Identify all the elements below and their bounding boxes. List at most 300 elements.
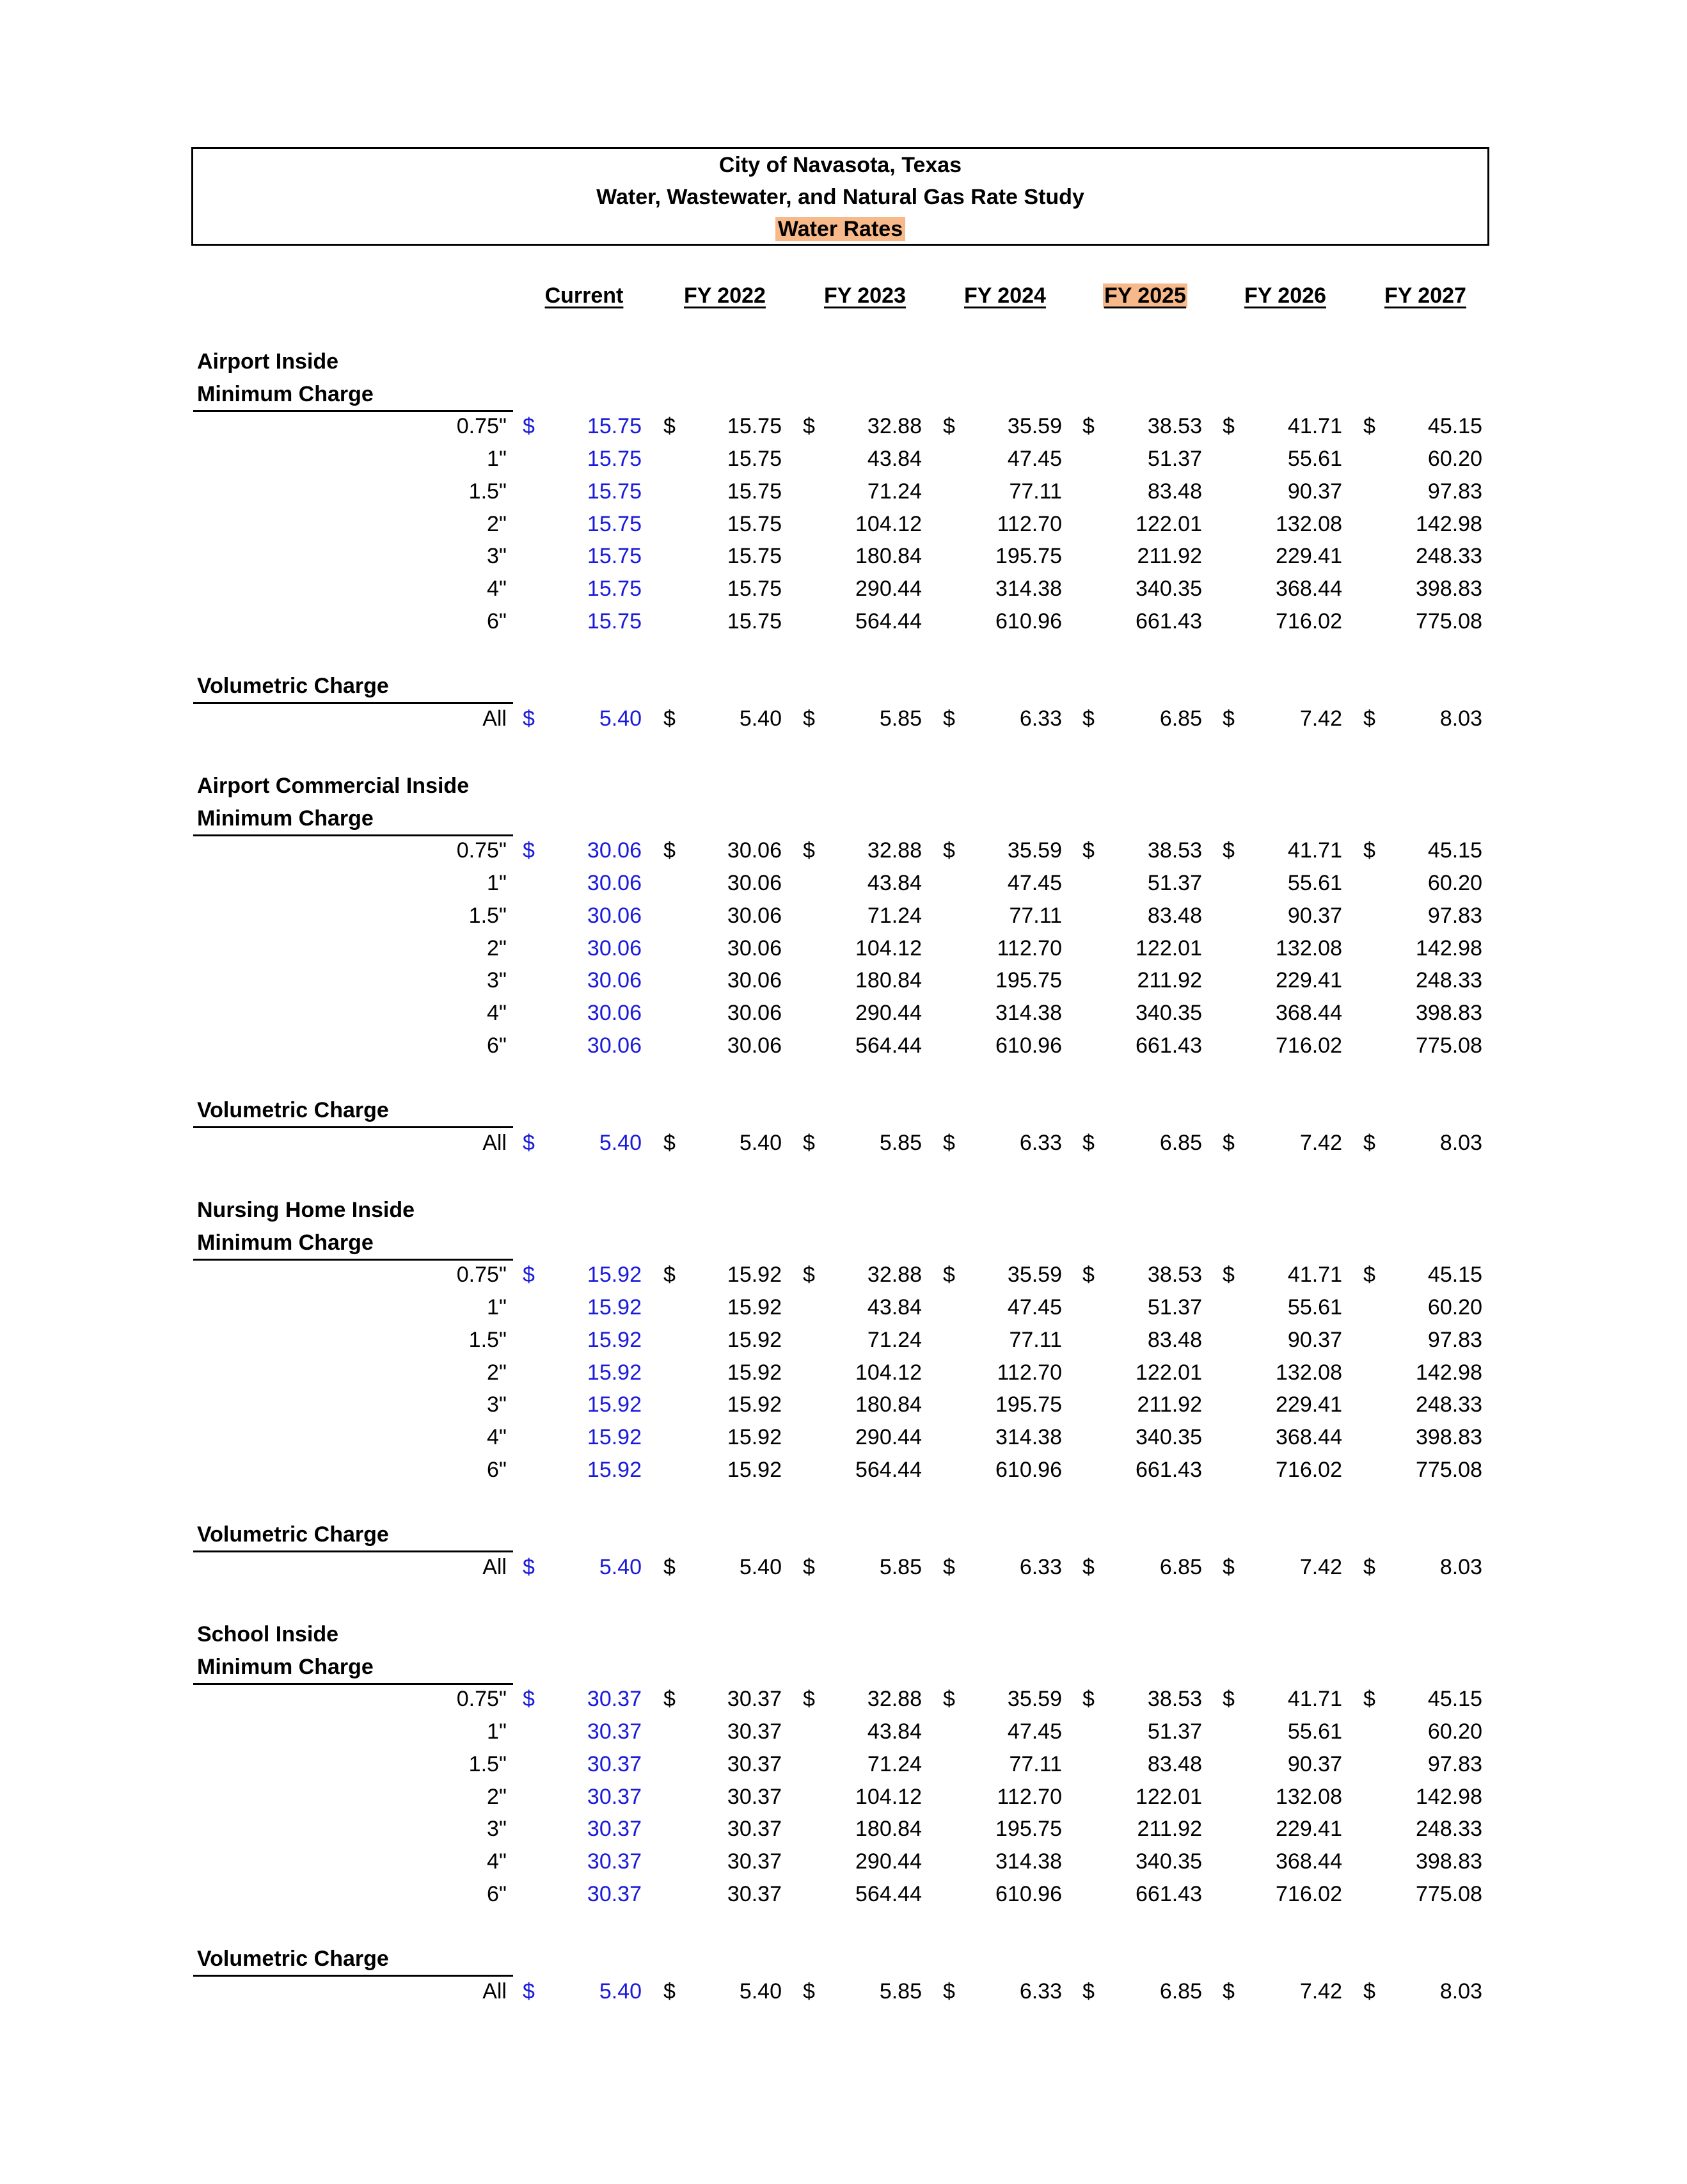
currency-symbol: $: [1363, 706, 1375, 731]
rate-value-fy-2024: 77.11: [1009, 1327, 1062, 1352]
currency-symbol: $: [663, 838, 676, 863]
rate-value-fy-2022: 15.75: [727, 609, 782, 634]
rate-value-fy-2025: 211.92: [1137, 968, 1202, 993]
volumetric-charge-row: [0, 1975, 1687, 2007]
volumetric-charge-row: [0, 1127, 1687, 1159]
currency-symbol: $: [1082, 1687, 1095, 1712]
currency-symbol: $: [1082, 1263, 1095, 1287]
section-title: School Inside: [197, 1622, 339, 1646]
minimum-charge-row: [0, 1389, 1687, 1421]
rate-value-fy-2025: 6.85: [1159, 1130, 1202, 1155]
rate-value-fy-2022: 15.75: [727, 576, 782, 601]
rate-value-fy-2024: 77.11: [1009, 903, 1062, 928]
minimum-charge-row: [0, 1421, 1687, 1453]
rate-value-fy-2026: 55.61: [1287, 1295, 1342, 1320]
rate-value-fy-2025: 122.01: [1136, 1360, 1202, 1385]
minimum-charge-row: [0, 605, 1687, 637]
currency-symbol: $: [523, 1554, 535, 1579]
rate-value-fy-2024: 610.96: [995, 609, 1062, 634]
rate-value-fy-2027: 398.83: [1416, 1424, 1482, 1449]
currency-symbol: $: [943, 1687, 955, 1712]
rate-value-fy-2023: 104.12: [855, 511, 922, 536]
meter-size: 0.75": [456, 1687, 507, 1712]
currency-symbol: $: [1363, 414, 1375, 439]
currency-symbol: $: [943, 1130, 955, 1155]
currency-symbol: $: [1363, 1263, 1375, 1287]
meter-size: 0.75": [456, 414, 507, 439]
rate-value-fy-2023: 180.84: [855, 1817, 922, 1842]
rate-value-fy-2026: 7.42: [1299, 1554, 1342, 1579]
section-title: Airport Commercial Inside: [197, 774, 470, 798]
rate-value-fy-2022: 30.06: [727, 1000, 782, 1025]
rate-value-fy-2024: 112.70: [997, 1360, 1062, 1385]
rate-value-fy-2024: 610.96: [995, 1033, 1062, 1058]
rate-value-fy-2026: 7.42: [1299, 706, 1342, 731]
currency-symbol: $: [663, 1130, 676, 1155]
rate-value-fy-2024: 6.33: [1019, 706, 1062, 731]
currency-symbol: $: [1223, 1554, 1235, 1579]
rate-value-fy-2024: 314.38: [995, 1424, 1062, 1449]
rate-value-fy-2023: 5.85: [879, 1130, 922, 1155]
rate-value-fy-2022: 15.75: [727, 447, 782, 472]
minimum-charge-row: [0, 1030, 1687, 1062]
rate-value-fy-2024: 314.38: [995, 1849, 1062, 1874]
meter-size: 1.5": [468, 1751, 507, 1776]
rate-value-fy-2027: 775.08: [1416, 1033, 1482, 1058]
minimum-charge-row: [0, 1324, 1687, 1356]
report-subtitle: Water Rates: [775, 217, 905, 241]
rate-value-current: 30.37: [587, 1751, 642, 1776]
minimum-charge-row: [0, 1454, 1687, 1486]
currency-symbol: $: [943, 706, 955, 731]
rate-value-current: 30.37: [587, 1719, 642, 1744]
currency-symbol: $: [1363, 1554, 1375, 1579]
rate-value-fy-2022: 5.40: [739, 1979, 782, 2004]
volumetric-charge-label: Volumetric Charge: [193, 670, 513, 704]
currency-symbol: $: [523, 1687, 535, 1712]
rate-value-fy-2025: 340.35: [1136, 1849, 1202, 1874]
meter-size: 1": [487, 1295, 507, 1320]
rate-value-fy-2027: 8.03: [1439, 1130, 1482, 1155]
rate-value-fy-2024: 35.59: [1007, 414, 1062, 439]
rate-value-fy-2023: 290.44: [855, 1849, 922, 1874]
meter-size: 6": [487, 1033, 507, 1058]
rate-value-fy-2022: 15.75: [727, 414, 782, 439]
rate-value-fy-2023: 32.88: [867, 414, 922, 439]
rate-value-current: 15.75: [587, 511, 642, 536]
currency-symbol: $: [943, 1263, 955, 1287]
meter-size: 1.5": [468, 1327, 507, 1352]
currency-symbol: $: [523, 706, 535, 731]
rate-value-fy-2022: 15.92: [727, 1392, 782, 1417]
rate-value-fy-2025: 38.53: [1147, 838, 1202, 863]
meter-size: 1.5": [468, 903, 507, 928]
rate-value-fy-2022: 30.06: [727, 903, 782, 928]
rate-value-fy-2023: 180.84: [855, 544, 922, 569]
rate-value-fy-2026: 41.71: [1287, 1263, 1342, 1287]
rate-value-current: 5.40: [599, 1130, 642, 1155]
rate-value-fy-2025: 51.37: [1147, 871, 1202, 896]
report-city: City of Navasota, Texas: [718, 153, 962, 177]
rate-value-fy-2026: 132.08: [1276, 1360, 1342, 1385]
rate-value-fy-2022: 30.37: [727, 1751, 782, 1776]
currency-symbol: $: [943, 1554, 955, 1579]
rate-value-fy-2025: 211.92: [1137, 544, 1202, 569]
rate-value-fy-2025: 340.35: [1136, 1000, 1202, 1025]
rate-value-fy-2024: 195.75: [995, 968, 1062, 993]
rate-value-fy-2023: 180.84: [855, 968, 922, 993]
rate-value-current: 15.75: [587, 544, 642, 569]
rate-value-fy-2023: 32.88: [867, 1263, 922, 1287]
rate-value-fy-2026: 368.44: [1276, 1424, 1342, 1449]
rate-value-fy-2022: 15.92: [727, 1263, 782, 1287]
meter-size: 1": [487, 1719, 507, 1744]
rate-value-fy-2024: 610.96: [995, 1881, 1062, 1906]
rate-value-current: 30.06: [587, 838, 642, 863]
rate-value-fy-2027: 8.03: [1439, 1979, 1482, 2004]
rate-value-fy-2024: 195.75: [995, 544, 1062, 569]
currency-symbol: $: [803, 1554, 815, 1579]
currency-symbol: $: [803, 1687, 815, 1712]
rate-value-fy-2024: 47.45: [1007, 1295, 1062, 1320]
rate-value-fy-2026: 55.61: [1287, 447, 1342, 472]
rate-value-fy-2023: 104.12: [855, 936, 922, 960]
rate-value-fy-2026: 90.37: [1287, 1327, 1342, 1352]
rate-value-fy-2025: 211.92: [1137, 1392, 1202, 1417]
meter-size: 0.75": [456, 838, 507, 863]
rate-value-fy-2022: 30.06: [727, 1033, 782, 1058]
rate-value-fy-2024: 6.33: [1019, 1554, 1062, 1579]
rate-value-fy-2027: 248.33: [1416, 1817, 1482, 1842]
rate-value-fy-2022: 15.92: [727, 1295, 782, 1320]
rate-value-fy-2026: 229.41: [1276, 968, 1342, 993]
meter-size: 3": [487, 1817, 507, 1842]
rate-value-current: 5.40: [599, 706, 642, 731]
rate-value-current: 30.37: [587, 1849, 642, 1874]
rate-value-fy-2024: 35.59: [1007, 1687, 1062, 1712]
rate-value-fy-2027: 142.98: [1416, 936, 1482, 960]
rate-value-current: 15.92: [587, 1295, 642, 1320]
rate-value-fy-2026: 41.71: [1287, 1687, 1342, 1712]
column-header-current: Current: [544, 283, 624, 308]
rate-value-fy-2026: 90.37: [1287, 903, 1342, 928]
rate-value-fy-2027: 60.20: [1427, 447, 1482, 472]
rate-value-current: 30.37: [587, 1881, 642, 1906]
rate-value-fy-2022: 5.40: [739, 706, 782, 731]
meter-size: 6": [487, 1881, 507, 1906]
currency-symbol: $: [1223, 1687, 1235, 1712]
rate-value-current: 15.92: [587, 1424, 642, 1449]
rate-value-fy-2027: 142.98: [1416, 1360, 1482, 1385]
rate-value-fy-2026: 368.44: [1276, 576, 1342, 601]
rate-value-fy-2027: 142.98: [1416, 511, 1482, 536]
meter-size: All: [482, 1979, 507, 2004]
rate-value-fy-2027: 97.83: [1427, 1327, 1482, 1352]
rate-value-fy-2026: 132.08: [1276, 1784, 1342, 1809]
rate-value-current: 15.92: [587, 1360, 642, 1385]
minimum-charge-row: [0, 1357, 1687, 1389]
meter-size: 2": [487, 511, 507, 536]
rate-value-fy-2026: 132.08: [1276, 936, 1342, 960]
rate-value-fy-2027: 775.08: [1416, 609, 1482, 634]
rate-value-fy-2025: 83.48: [1147, 1751, 1202, 1776]
meter-size: All: [482, 1130, 507, 1155]
minimum-charge-row: [0, 475, 1687, 507]
rate-value-fy-2025: 83.48: [1147, 903, 1202, 928]
rate-value-fy-2023: 5.85: [879, 1554, 922, 1579]
rate-value-current: 15.75: [587, 479, 642, 504]
rate-value-fy-2026: 229.41: [1276, 544, 1342, 569]
currency-symbol: $: [1082, 838, 1095, 863]
rate-value-fy-2026: 368.44: [1276, 1000, 1342, 1025]
minimum-charge-row: [0, 964, 1687, 996]
rate-value-fy-2023: 71.24: [867, 479, 922, 504]
rate-value-fy-2025: 6.85: [1159, 706, 1202, 731]
minimum-charge-row: [0, 1259, 1687, 1291]
currency-symbol: $: [1363, 838, 1375, 863]
rate-value-fy-2027: 248.33: [1416, 544, 1482, 569]
currency-symbol: $: [663, 1687, 676, 1712]
minimum-charge-row: [0, 1781, 1687, 1813]
rate-value-fy-2027: 775.08: [1416, 1457, 1482, 1482]
minimum-charge-row: [0, 508, 1687, 540]
rate-value-fy-2027: 97.83: [1427, 903, 1482, 928]
rate-value-fy-2024: 47.45: [1007, 1719, 1062, 1744]
currency-symbol: $: [1082, 1979, 1095, 2004]
minimum-charge-label: Minimum Charge: [193, 1227, 513, 1261]
minimum-charge-row: [0, 1878, 1687, 1910]
currency-symbol: $: [523, 1130, 535, 1155]
currency-symbol: $: [663, 1554, 676, 1579]
volumetric-charge-label: Volumetric Charge: [193, 1094, 513, 1128]
rate-value-fy-2024: 47.45: [1007, 871, 1062, 896]
meter-size: 6": [487, 1457, 507, 1482]
volumetric-charge-label: Volumetric Charge: [193, 1518, 513, 1552]
minimum-charge-row: [0, 1845, 1687, 1877]
rate-value-fy-2023: 43.84: [867, 1719, 922, 1744]
rate-value-fy-2022: 30.37: [727, 1719, 782, 1744]
rate-value-fy-2024: 35.59: [1007, 838, 1062, 863]
rate-value-fy-2027: 248.33: [1416, 968, 1482, 993]
rate-value-fy-2023: 71.24: [867, 903, 922, 928]
minimum-charge-row: [0, 997, 1687, 1029]
rate-value-fy-2025: 6.85: [1159, 1979, 1202, 2004]
rate-value-fy-2024: 47.45: [1007, 447, 1062, 472]
rate-value-fy-2027: 60.20: [1427, 1295, 1482, 1320]
meter-size: 4": [487, 576, 507, 601]
currency-symbol: $: [1223, 1263, 1235, 1287]
rate-value-current: 30.06: [587, 1033, 642, 1058]
rate-value-current: 5.40: [599, 1554, 642, 1579]
rate-value-fy-2022: 30.37: [727, 1784, 782, 1809]
rate-value-current: 30.06: [587, 936, 642, 960]
rate-value-fy-2027: 45.15: [1427, 414, 1482, 439]
rate-value-fy-2022: 15.92: [727, 1327, 782, 1352]
rate-value-fy-2025: 340.35: [1136, 576, 1202, 601]
volumetric-charge-label: Volumetric Charge: [193, 1943, 513, 1977]
currency-symbol: $: [1082, 706, 1095, 731]
currency-symbol: $: [943, 1979, 955, 2004]
rate-value-fy-2022: 15.92: [727, 1360, 782, 1385]
meter-size: All: [482, 706, 507, 731]
volumetric-charge-row: [0, 1551, 1687, 1583]
currency-symbol: $: [1363, 1687, 1375, 1712]
currency-symbol: $: [1082, 1130, 1095, 1155]
rate-value-fy-2027: 775.08: [1416, 1881, 1482, 1906]
rate-value-current: 15.75: [587, 609, 642, 634]
report-study: Water, Wastewater, and Natural Gas Rate Study: [596, 185, 1084, 209]
meter-size: 4": [487, 1000, 507, 1025]
rate-value-fy-2027: 60.20: [1427, 1719, 1482, 1744]
rate-value-fy-2025: 38.53: [1147, 1263, 1202, 1287]
rate-value-current: 15.92: [587, 1263, 642, 1287]
rate-value-current: 15.92: [587, 1457, 642, 1482]
rate-value-current: 15.75: [587, 576, 642, 601]
rate-value-fy-2023: 564.44: [855, 609, 922, 634]
rate-value-fy-2022: 15.75: [727, 544, 782, 569]
rate-value-fy-2025: 211.92: [1137, 1817, 1202, 1842]
rate-value-fy-2023: 104.12: [855, 1784, 922, 1809]
minimum-charge-row: [0, 540, 1687, 572]
rate-value-fy-2024: 35.59: [1007, 1263, 1062, 1287]
currency-symbol: $: [803, 1130, 815, 1155]
rate-value-fy-2022: 5.40: [739, 1130, 782, 1155]
minimum-charge-row: [0, 1291, 1687, 1323]
rate-value-fy-2022: 15.92: [727, 1457, 782, 1482]
currency-symbol: $: [1223, 706, 1235, 731]
rate-value-fy-2025: 340.35: [1136, 1424, 1202, 1449]
currency-symbol: $: [1363, 1130, 1375, 1155]
column-header-fy-2024: FY 2024: [964, 283, 1046, 308]
minimum-charge-row: [0, 932, 1687, 964]
rate-value-fy-2026: 90.37: [1287, 1751, 1342, 1776]
column-header-fy-2022: FY 2022: [684, 283, 766, 308]
rate-value-fy-2023: 32.88: [867, 1687, 922, 1712]
rate-value-fy-2027: 8.03: [1439, 706, 1482, 731]
rate-value-fy-2023: 43.84: [867, 447, 922, 472]
meter-size: 3": [487, 544, 507, 569]
minimum-charge-label: Minimum Charge: [193, 378, 513, 412]
rate-value-fy-2025: 38.53: [1147, 1687, 1202, 1712]
meter-size: 0.75": [456, 1263, 507, 1287]
currency-symbol: $: [1223, 838, 1235, 863]
rate-value-fy-2024: 112.70: [997, 511, 1062, 536]
rate-value-fy-2026: 55.61: [1287, 1719, 1342, 1744]
section-title: Airport Inside: [197, 349, 339, 374]
rate-value-fy-2026: 716.02: [1276, 1033, 1342, 1058]
meter-size: 2": [487, 936, 507, 960]
rate-value-fy-2027: 398.83: [1416, 1849, 1482, 1874]
rate-value-fy-2026: 368.44: [1276, 1849, 1342, 1874]
rate-value-fy-2026: 229.41: [1276, 1817, 1342, 1842]
minimum-charge-row: [0, 573, 1687, 605]
rate-value-current: 15.92: [587, 1392, 642, 1417]
rate-value-fy-2022: 30.06: [727, 838, 782, 863]
rate-value-fy-2023: 180.84: [855, 1392, 922, 1417]
column-header-fy-2025: FY 2025: [1104, 283, 1186, 308]
minimum-charge-row: [0, 867, 1687, 899]
rate-value-fy-2024: 195.75: [995, 1392, 1062, 1417]
rate-value-fy-2026: 7.42: [1299, 1130, 1342, 1155]
rate-value-fy-2025: 122.01: [1136, 936, 1202, 960]
currency-symbol: $: [663, 1979, 676, 2004]
minimum-charge-row: [0, 1716, 1687, 1748]
rate-value-fy-2023: 43.84: [867, 1295, 922, 1320]
rate-value-fy-2023: 71.24: [867, 1327, 922, 1352]
currency-symbol: $: [803, 706, 815, 731]
rate-value-current: 30.37: [587, 1817, 642, 1842]
rate-value-fy-2023: 290.44: [855, 1000, 922, 1025]
rate-value-fy-2027: 398.83: [1416, 576, 1482, 601]
rate-value-fy-2024: 112.70: [997, 936, 1062, 960]
currency-symbol: $: [803, 1263, 815, 1287]
currency-symbol: $: [943, 414, 955, 439]
meter-size: 6": [487, 609, 507, 634]
rate-value-fy-2027: 45.15: [1427, 838, 1482, 863]
rate-value-fy-2022: 30.37: [727, 1881, 782, 1906]
rate-value-fy-2023: 564.44: [855, 1881, 922, 1906]
rate-value-current: 30.06: [587, 1000, 642, 1025]
meter-size: 4": [487, 1424, 507, 1449]
rate-value-fy-2025: 661.43: [1136, 609, 1202, 634]
rate-value-fy-2026: 41.71: [1287, 414, 1342, 439]
meter-size: 2": [487, 1784, 507, 1809]
minimum-charge-row: [0, 1813, 1687, 1845]
rate-value-fy-2022: 30.37: [727, 1817, 782, 1842]
meter-size: 2": [487, 1360, 507, 1385]
minimum-charge-row: [0, 1748, 1687, 1780]
column-header-fy-2023: FY 2023: [824, 283, 906, 308]
currency-symbol: $: [1082, 1554, 1095, 1579]
rate-value-fy-2022: 30.37: [727, 1687, 782, 1712]
rate-value-fy-2025: 122.01: [1136, 1784, 1202, 1809]
rate-value-fy-2026: 229.41: [1276, 1392, 1342, 1417]
rate-value-current: 15.92: [587, 1327, 642, 1352]
currency-symbol: $: [663, 706, 676, 731]
currency-symbol: $: [523, 1979, 535, 2004]
rate-value-fy-2024: 195.75: [995, 1817, 1062, 1842]
rate-value-fy-2026: 55.61: [1287, 871, 1342, 896]
rate-value-fy-2022: 30.06: [727, 871, 782, 896]
currency-symbol: $: [523, 414, 535, 439]
currency-symbol: $: [1363, 1979, 1375, 2004]
minimum-charge-row: [0, 1683, 1687, 1715]
rate-value-fy-2027: 142.98: [1416, 1784, 1482, 1809]
rate-value-fy-2027: 248.33: [1416, 1392, 1482, 1417]
rate-value-current: 30.06: [587, 871, 642, 896]
rate-value-current: 30.06: [587, 903, 642, 928]
rate-value-fy-2025: 122.01: [1136, 511, 1202, 536]
rate-value-fy-2027: 8.03: [1439, 1554, 1482, 1579]
currency-symbol: $: [523, 838, 535, 863]
rate-value-fy-2023: 564.44: [855, 1457, 922, 1482]
rate-value-fy-2025: 51.37: [1147, 1719, 1202, 1744]
rate-value-fy-2022: 15.75: [727, 479, 782, 504]
rate-value-current: 30.06: [587, 968, 642, 993]
currency-symbol: $: [663, 414, 676, 439]
meter-size: 3": [487, 968, 507, 993]
rate-value-fy-2025: 51.37: [1147, 447, 1202, 472]
rate-value-fy-2024: 77.11: [1009, 479, 1062, 504]
title-box: [191, 147, 1489, 246]
rate-value-fy-2027: 97.83: [1427, 1751, 1482, 1776]
volumetric-charge-row: [0, 703, 1687, 735]
rate-value-fy-2027: 60.20: [1427, 871, 1482, 896]
minimum-charge-row: [0, 900, 1687, 932]
minimum-charge-label: Minimum Charge: [193, 802, 513, 836]
rate-value-fy-2025: 6.85: [1159, 1554, 1202, 1579]
rate-value-fy-2022: 30.06: [727, 968, 782, 993]
